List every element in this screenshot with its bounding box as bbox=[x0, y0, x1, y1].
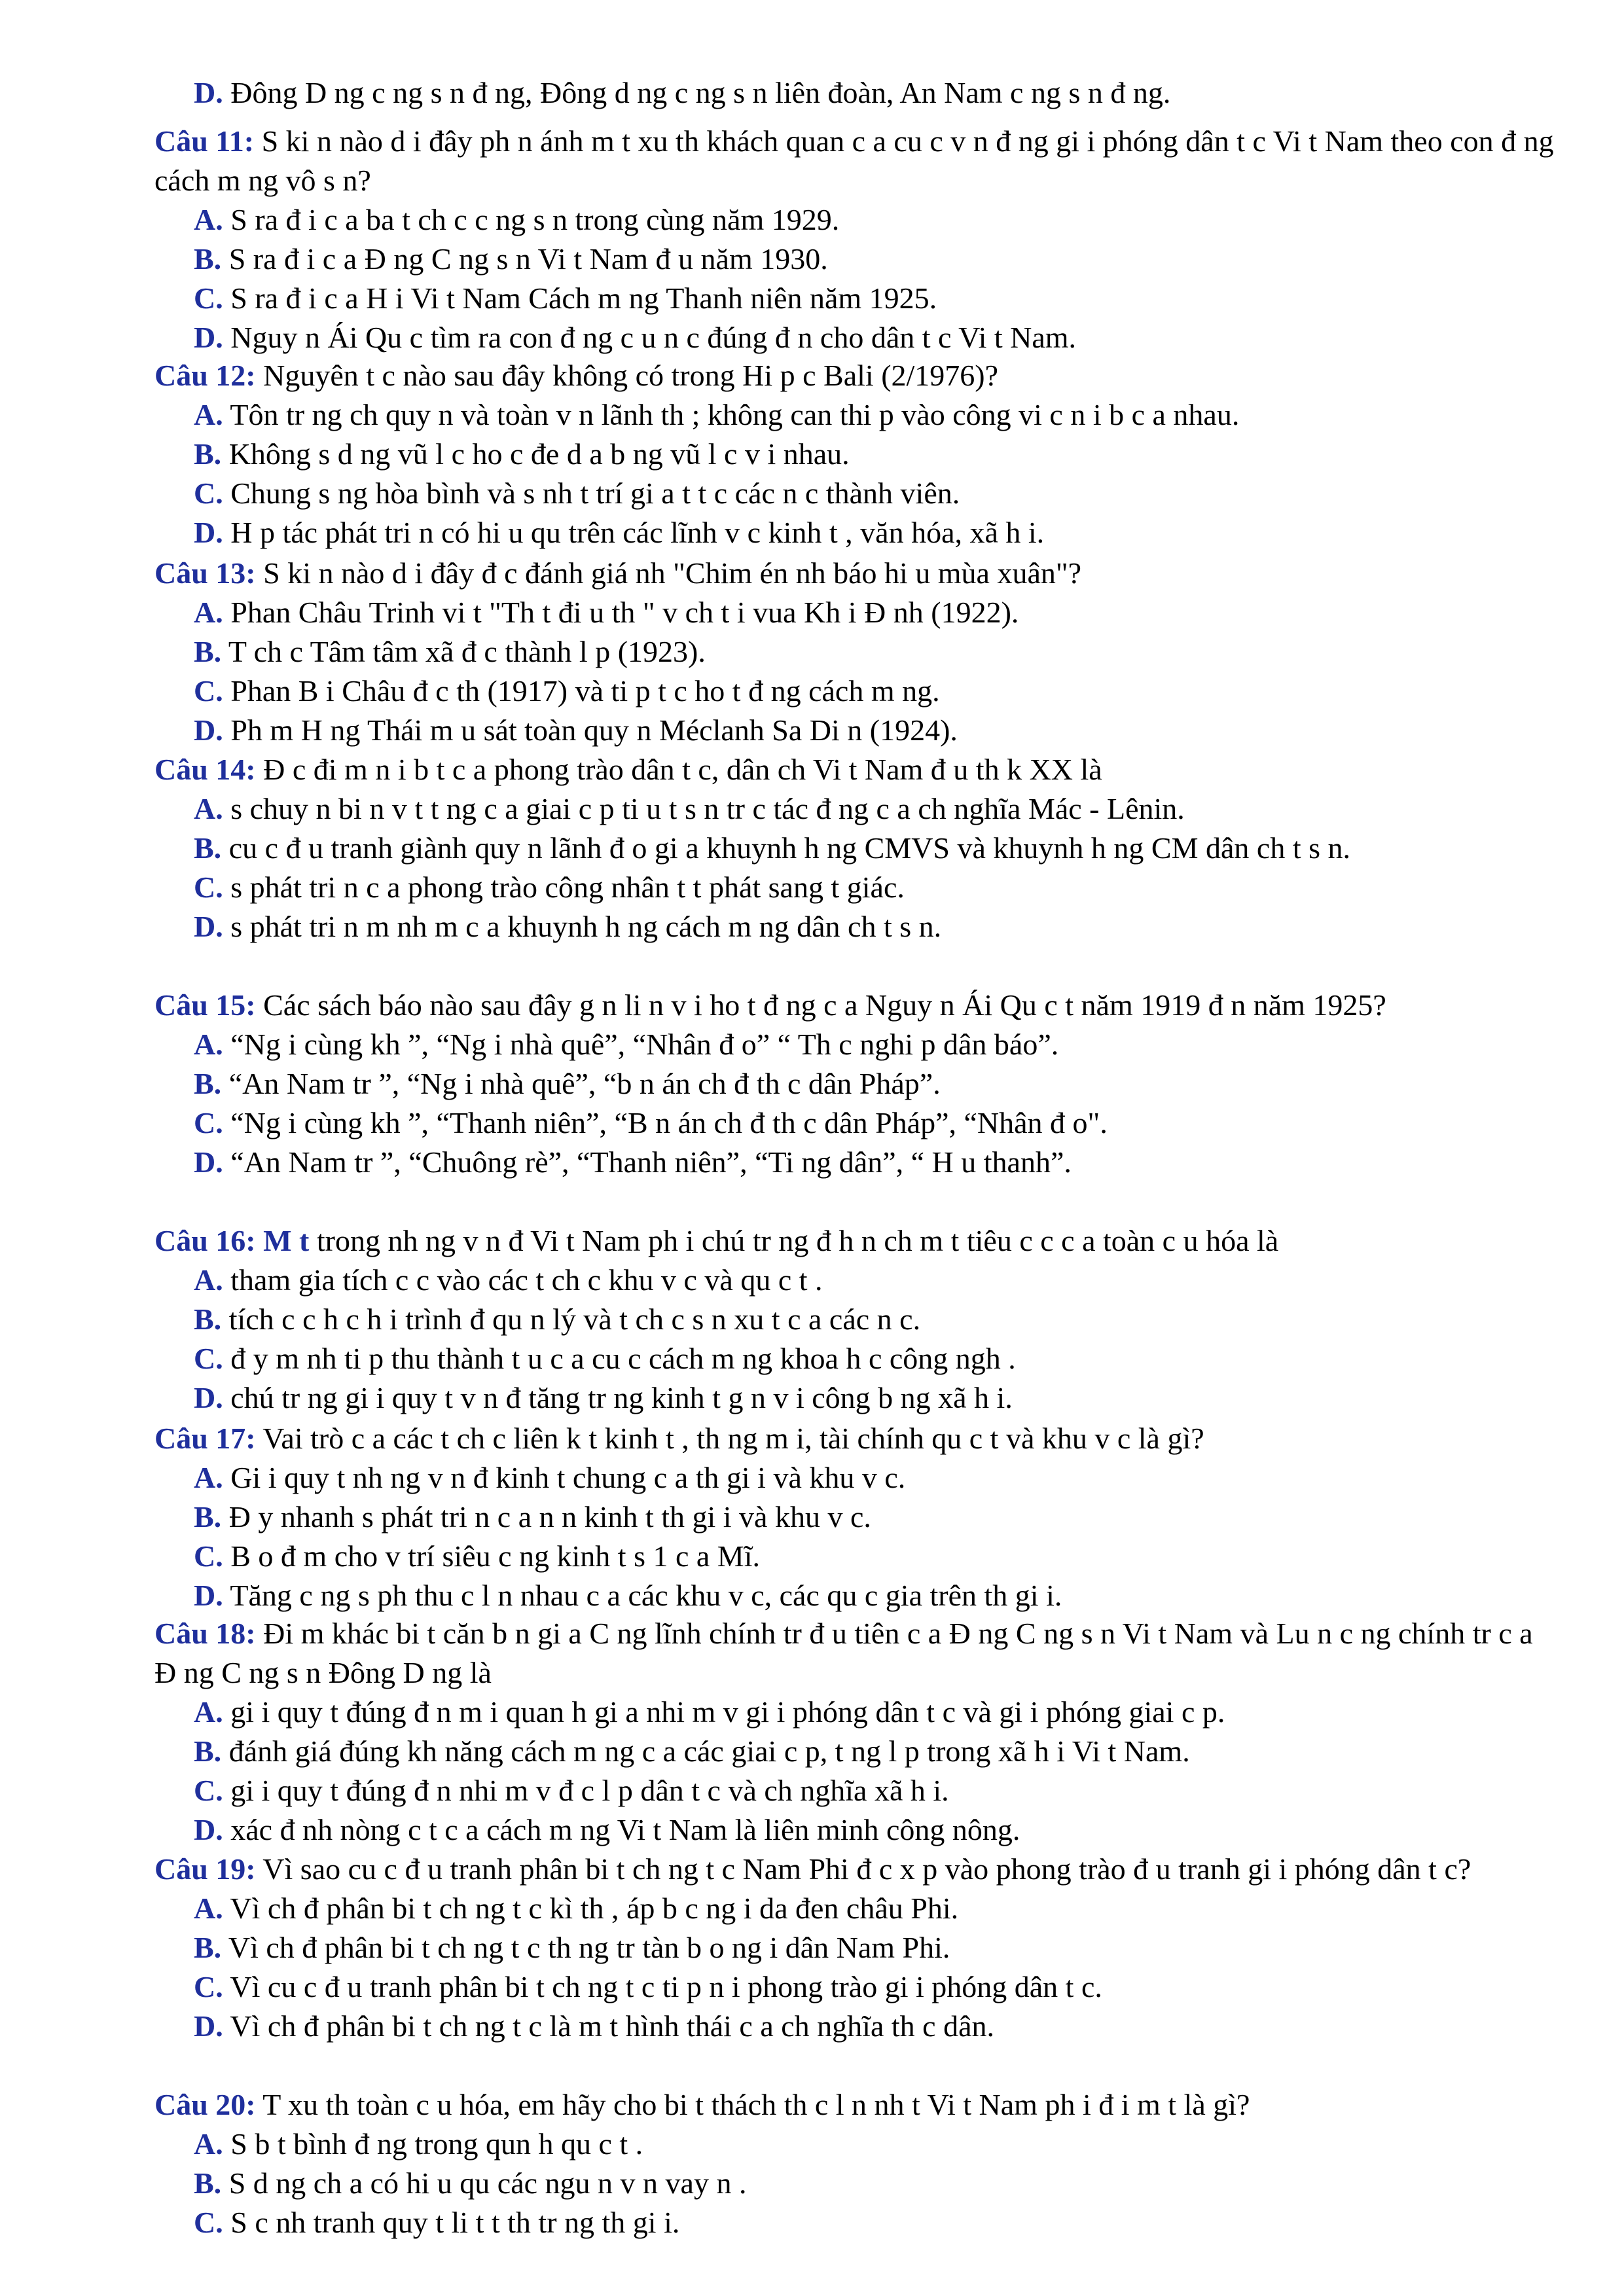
option-text: cu c đ u tranh giành quy n lãnh đ o gi a khuynh h ng CMVS và khuynh h ng CM dân ch t s n. bbox=[221, 831, 1351, 865]
option-letter: C. bbox=[194, 281, 223, 315]
option-text: S c nh tranh quy t li t t th tr ng th gi i. bbox=[223, 2206, 680, 2239]
option-a bbox=[194, 1693, 1562, 1732]
option-letter: A. bbox=[194, 1263, 223, 1297]
question-text: trong nh ng v n đ Vi t Nam ph i chú tr ng đ h n ch m t tiêu c c c a toàn c u hóa là bbox=[309, 1224, 1279, 1257]
option-letter: A. bbox=[194, 596, 223, 629]
option-text: tham gia tích c c vào các t ch c khu v c và qu c t . bbox=[223, 1263, 823, 1297]
option-letter: A. bbox=[194, 1892, 223, 1925]
option-letter: D. bbox=[194, 1145, 223, 1179]
option-a bbox=[194, 1458, 1562, 1498]
option-a bbox=[194, 789, 1562, 829]
option-text: Đ y nhanh s phát tri n c a n n kinh t th gi i và khu v c. bbox=[221, 1500, 871, 1534]
option-letter: A. bbox=[194, 203, 223, 236]
option-letter: A. bbox=[194, 398, 223, 431]
question-17 bbox=[154, 1419, 1562, 1615]
option-letter: B. bbox=[194, 1302, 222, 1336]
option-text: s phát tri n c a phong trào công nhân t t phát sang t giác. bbox=[223, 870, 905, 904]
option-d bbox=[194, 907, 1562, 946]
option-letter: A. bbox=[194, 1028, 223, 1061]
question-number: Câu 20: bbox=[154, 2088, 256, 2121]
option-letter: B. bbox=[194, 2166, 222, 2200]
option-letter: D. bbox=[194, 516, 223, 549]
option-b bbox=[194, 1300, 1562, 1339]
option-text: s phát tri n m nh m c a khuynh h ng cách m ng dân ch t s n. bbox=[223, 910, 942, 943]
question-11 bbox=[154, 122, 1562, 357]
question-15 bbox=[154, 986, 1562, 1182]
question-text: S ki n nào d i đây đ c đánh giá nh "Chim én nh báo hi u mùa xuân"? bbox=[255, 556, 1082, 590]
option-d bbox=[194, 1378, 1562, 1418]
question-text: Đ c đi m n i b t c a phong trào dân t c, dân ch Vi t Nam đ u th k XX là bbox=[255, 753, 1102, 786]
option-letter: C. bbox=[194, 1539, 223, 1573]
option-letter: B. bbox=[194, 242, 222, 276]
prev-question-option-d bbox=[154, 73, 1562, 113]
option-b bbox=[194, 2164, 1562, 2203]
option-text: đánh giá đúng kh năng cách m ng c a các giai c p, t ng l p trong xã h i Vi t Nam. bbox=[221, 1734, 1190, 1768]
option-text: S ra đ i c a H i Vi t Nam Cách m ng Thanh niên năm 1925. bbox=[223, 281, 937, 315]
question-text: Các sách báo nào sau đây g n li n v i ho t đ ng c a Nguy n Ái Qu c t năm 1919 đ n năm 1925? bbox=[255, 988, 1386, 1022]
option-text: Chung s ng hòa bình và s nh t trí gi a t t c các n c thành viên. bbox=[223, 476, 960, 510]
question-number: Câu 15: bbox=[154, 988, 256, 1022]
option-text: Tăng c ng s ph thu c l n nhau c a các khu v c, các qu c gia trên th gi i. bbox=[223, 1579, 1062, 1612]
option-text: T ch c Tâm tâm xã đ c thành l p (1923). bbox=[221, 635, 706, 668]
option-text: Vì ch đ phân bi t ch ng t c là m t hình thái c a ch nghĩa th c dân. bbox=[223, 2009, 994, 2043]
question-stem bbox=[154, 750, 1562, 789]
option-text: Vì ch đ phân bi t ch ng t c kì th , áp b c ng i da đen châu Phi. bbox=[223, 1892, 959, 1925]
option-letter: C. bbox=[194, 1106, 223, 1139]
option-d bbox=[194, 1576, 1562, 1615]
option-text: Tôn tr ng ch quy n và toàn v n lãnh th ; không can thi p vào công vi c n i b c a nhau. bbox=[223, 398, 1240, 431]
option-c bbox=[194, 1339, 1562, 1378]
option-text: Nguy n Ái Qu c tìm ra con đ ng c u n c đúng đ n cho dân t c Vi t Nam. bbox=[223, 321, 1077, 354]
option-letter: A. bbox=[194, 792, 223, 825]
option-b bbox=[194, 1498, 1562, 1537]
question-number: Câu 17: bbox=[154, 1422, 256, 1455]
question-13 bbox=[154, 554, 1562, 750]
option-text: Vì ch đ phân bi t ch ng t c th ng tr tàn b o ng i dân Nam Phi. bbox=[221, 1931, 950, 1964]
option-b bbox=[194, 1928, 1562, 1967]
option-text: tích c c h c h i trình đ qu n lý và t ch c s n xu t c a các n c. bbox=[221, 1302, 921, 1336]
option-text: S ra đ i c a Đ ng C ng s n Vi t Nam đ u năm 1930. bbox=[221, 242, 828, 276]
option-letter: D. bbox=[194, 713, 223, 747]
option-a bbox=[194, 593, 1562, 632]
option-text: Gi i quy t nh ng v n đ kinh t chung c a th gi i và khu v c. bbox=[223, 1461, 906, 1494]
option-letter: D. bbox=[194, 321, 223, 354]
option-letter: B. bbox=[194, 831, 222, 865]
question-number: Câu 16: M t bbox=[154, 1224, 310, 1257]
option-c bbox=[194, 1537, 1562, 1576]
option-text: Vì cu c đ u tranh phân bi t ch ng t c ti p n i phong trào gi i phóng dân t c. bbox=[223, 1970, 1102, 2003]
option-letter: D. bbox=[194, 1381, 223, 1414]
option-letter: A. bbox=[194, 1461, 223, 1494]
option-letter: A. bbox=[194, 2127, 223, 2161]
option-text: H p tác phát tri n có hi u qu trên các lĩnh v c kinh t , văn hóa, xã h i. bbox=[223, 516, 1045, 549]
option-c bbox=[194, 1771, 1562, 1810]
option-letter: B. bbox=[194, 1734, 222, 1768]
option-letter: B. bbox=[194, 1067, 222, 1100]
question-stem bbox=[154, 122, 1562, 200]
option-c bbox=[194, 2203, 1562, 2242]
option-text: Phan B i Châu đ c th (1917) và ti p t c ho t đ ng cách m ng. bbox=[223, 674, 940, 708]
option-a bbox=[194, 395, 1562, 435]
question-text: Vai trò c a các t ch c liên k t kinh t , th ng m i, tài chính qu c t và khu v c là gì? bbox=[255, 1422, 1204, 1455]
option-text: gi i quy t đúng đ n nhi m v đ c l p dân t c và ch nghĩa xã h i. bbox=[223, 1774, 949, 1807]
option-letter: D. bbox=[194, 76, 223, 109]
option-b bbox=[194, 240, 1562, 279]
option-d bbox=[194, 318, 1562, 357]
option-d bbox=[194, 2007, 1562, 2046]
option-text: Ph m H ng Thái m u sát toàn quy n Méclanh Sa Di n (1924). bbox=[223, 713, 958, 747]
question-stem bbox=[154, 1614, 1562, 1693]
question-text: T xu th toàn c u hóa, em hãy cho bi t thách th c l n nh t Vi t Nam ph i đ i m t là gì? bbox=[255, 2088, 1250, 2121]
option-text: S d ng ch a có hi u qu các ngu n v n vay n . bbox=[221, 2166, 747, 2200]
question-16 bbox=[154, 1221, 1562, 1418]
option-letter: D. bbox=[194, 2009, 223, 2043]
option-d bbox=[194, 513, 1562, 552]
option-a bbox=[194, 1261, 1562, 1300]
question-20 bbox=[154, 2085, 1562, 2242]
option-b bbox=[194, 1732, 1562, 1771]
option-a bbox=[194, 1889, 1562, 1928]
option-text: gi i quy t đúng đ n m i quan h gi a nhi m v gi i phóng dân t c và gi i phóng giai c p. bbox=[223, 1695, 1225, 1729]
option-letter: C. bbox=[194, 1774, 223, 1807]
option-d bbox=[194, 73, 1562, 113]
question-number: Câu 14: bbox=[154, 753, 256, 786]
option-letter: B. bbox=[194, 635, 222, 668]
question-stem bbox=[154, 1221, 1562, 1261]
question-number: Câu 11: bbox=[154, 124, 255, 158]
option-b bbox=[194, 632, 1562, 672]
option-text: Không s d ng vũ l c ho c đe d a b ng vũ l c v i nhau. bbox=[221, 437, 850, 471]
option-text: Phan Châu Trinh vi t "Th t đi u th " v ch t i vua Kh i Đ nh (1922). bbox=[223, 596, 1019, 629]
option-c bbox=[194, 1967, 1562, 2007]
question-text: S ki n nào d i đây ph n ánh m t xu th khách quan c a cu c v n đ ng gi i phóng dân t c Vi t Nam theo con đ ng cách m ng vô s n? bbox=[154, 124, 1554, 197]
option-letter: C. bbox=[194, 870, 223, 904]
option-c bbox=[194, 1103, 1562, 1143]
option-text: s chuy n bi n v t t ng c a giai c p ti u t s n tr c tác đ ng c a ch nghĩa Mác - Lênin. bbox=[223, 792, 1185, 825]
question-stem bbox=[154, 2085, 1562, 2125]
option-text: chú tr ng gi i quy t v n đ tăng tr ng kinh t g n v i công b ng xã h i. bbox=[223, 1381, 1013, 1414]
option-text: Đông D ng c ng s n đ ng, Đông d ng c ng s n liên đoàn, An Nam c ng s n đ ng. bbox=[223, 76, 1171, 109]
option-text: “Ng i cùng kh ”, “Ng i nhà quê”, “Nhân đ o” “ Th c nghi p dân báo”. bbox=[223, 1028, 1059, 1061]
option-a bbox=[194, 1025, 1562, 1064]
option-letter: C. bbox=[194, 674, 223, 708]
option-letter: B. bbox=[194, 1931, 222, 1964]
option-letter: B. bbox=[194, 1500, 222, 1534]
question-14 bbox=[154, 750, 1562, 946]
option-text: đ y m nh ti p thu thành t u c a cu c cách m ng khoa h c công ngh . bbox=[223, 1342, 1016, 1375]
question-number: Câu 13: bbox=[154, 556, 256, 590]
option-d bbox=[194, 1143, 1562, 1182]
question-text: Vì sao cu c đ u tranh phân bi t ch ng t c Nam Phi đ c x p vào phong trào đ u tranh gi i phóng dân t c? bbox=[255, 1852, 1471, 1886]
option-letter: C. bbox=[194, 2206, 223, 2239]
option-text: S b t bình đ ng trong qun h qu c t . bbox=[223, 2127, 643, 2161]
question-12 bbox=[154, 356, 1562, 552]
option-a bbox=[194, 200, 1562, 240]
option-c bbox=[194, 672, 1562, 711]
option-letter: D. bbox=[194, 1579, 223, 1612]
option-text: “Ng i cùng kh ”, “Thanh niên”, “B n án ch đ th c dân Pháp”, “Nhân đ o". bbox=[223, 1106, 1108, 1139]
option-text: B o đ m cho v trí siêu c ng kinh t s 1 c a Mĩ. bbox=[223, 1539, 760, 1573]
question-stem bbox=[154, 1850, 1562, 1889]
question-stem bbox=[154, 356, 1562, 395]
option-d bbox=[194, 711, 1562, 750]
question-number: Câu 12: bbox=[154, 359, 256, 392]
question-stem bbox=[154, 554, 1562, 593]
option-letter: C. bbox=[194, 476, 223, 510]
option-text: S ra đ i c a ba t ch c c ng s n trong cùng năm 1929. bbox=[223, 203, 840, 236]
option-d bbox=[194, 1810, 1562, 1850]
question-stem bbox=[154, 986, 1562, 1025]
question-text: Nguyên t c nào sau đây không có trong Hi p c Bali (2/1976)? bbox=[255, 359, 999, 392]
option-c bbox=[194, 474, 1562, 513]
option-b bbox=[194, 1064, 1562, 1103]
question-number: Câu 18: bbox=[154, 1617, 256, 1650]
question-text: Đi m khác bi t căn b n gi a C ng lĩnh chính tr đ u tiên c a Đ ng C ng s n Vi t Nam và Lu n c ng chính tr c a Đ ng C ng s n Đông D ng là bbox=[154, 1617, 1533, 1689]
option-text: “An Nam tr ”, “Ng i nhà quê”, “b n án ch đ th c dân Pháp”. bbox=[221, 1067, 941, 1100]
option-b bbox=[194, 435, 1562, 474]
option-c bbox=[194, 279, 1562, 318]
option-letter: A. bbox=[194, 1695, 223, 1729]
question-stem bbox=[154, 1419, 1562, 1458]
option-text: xác đ nh nòng c t c a cách m ng Vi t Nam là liên minh công nông. bbox=[223, 1813, 1020, 1846]
option-a bbox=[194, 2125, 1562, 2164]
option-letter: D. bbox=[194, 910, 223, 943]
question-number: Câu 19: bbox=[154, 1852, 256, 1886]
question-18 bbox=[154, 1614, 1562, 1850]
option-c bbox=[194, 868, 1562, 907]
option-letter: C. bbox=[194, 1342, 223, 1375]
option-text: “An Nam tr ”, “Chuông rè”, “Thanh niên”, “Ti ng dân”, “ H u thanh”. bbox=[223, 1145, 1072, 1179]
option-letter: D. bbox=[194, 1813, 223, 1846]
option-letter: C. bbox=[194, 1970, 223, 2003]
question-19 bbox=[154, 1850, 1562, 2046]
option-b bbox=[194, 829, 1562, 868]
option-letter: B. bbox=[194, 437, 222, 471]
